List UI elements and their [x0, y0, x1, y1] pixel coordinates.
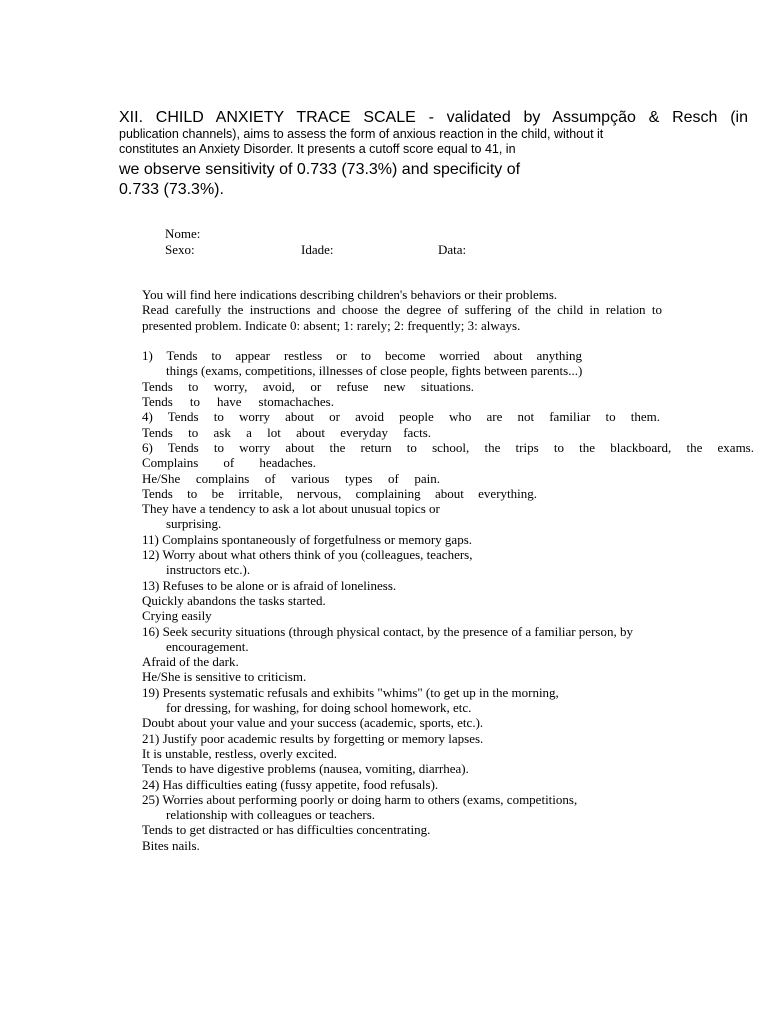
item-5: Tends to ask a lot about everyday facts. — [142, 424, 431, 440]
item-14: Quickly abandons the tasks started. — [142, 592, 326, 608]
sexo-label: Sexo: — [165, 241, 195, 257]
item-7: Complains of headaches. — [142, 455, 316, 471]
item-22: It is unstable, restless, overly excited. — [142, 745, 337, 761]
item-27: Bites nails. — [142, 837, 200, 853]
nome-label: Nome: — [165, 226, 201, 241]
sensitivity-line: we observe sensitivity of 0.733 (73.3%) and specificity of — [119, 161, 521, 178]
description-line-1: publication channels), aims to assess the form of anxious reaction in the child, without it — [119, 127, 604, 141]
item-4: 4) Tends to worry about or avoid people who are not familiar to them. — [142, 409, 660, 425]
item-12: 12) Worry about what others think of you (colleagues, teachers, — [142, 547, 473, 563]
item-10: They have a tendency to ask a lot about unusual topics or — [142, 501, 440, 517]
item-12-continued: instructors etc.). — [166, 562, 251, 578]
item-20: Doubt about your value and your success (academic, sports, etc.). — [142, 715, 484, 731]
identification-form — [165, 226, 525, 257]
item-10-continued: surprising. — [166, 516, 222, 532]
sexo-idade-data-row — [165, 242, 525, 258]
spacer — [142, 333, 754, 348]
idade-label: Idade: — [301, 241, 334, 257]
item-9: Tends to be irritable, nervous, complaining about everything. — [142, 485, 537, 501]
item-1-continued: things (exams, competitions, illnesses of close people, fights between parents...) — [166, 363, 583, 379]
item-3: Tends to have stomachaches. — [142, 394, 334, 410]
item-11: 11) Complains spontaneously of forgetfulness or memory gaps. — [142, 531, 473, 547]
item-24: 24) Has difficulties eating (fussy appetite, food refusals). — [142, 776, 439, 792]
scale-title: XII. CHILD ANXIETY TRACE SCALE - validated by Assumpção & Resch (in — [119, 109, 748, 126]
item-21: 21) Justify poor academic results by forgetting or memory lapses. — [142, 730, 484, 746]
questionnaire-body — [142, 287, 754, 853]
item-16: 16) Seek security situations (through physical contact, by the presence of a familiar person, by — [142, 623, 633, 639]
item-13: 13) Refuses to be alone or is afraid of loneliness. — [142, 577, 397, 593]
item-23: Tends to have digestive problems (nausea, vomiting, diarrhea). — [142, 761, 469, 777]
item-8: He/She complains of various types of pain. — [142, 470, 440, 486]
description-line-2: constitutes an Anxiety Disorder. It presents a cutoff score equal to 41, in — [119, 142, 516, 156]
item-19-continued: for dressing, for washing, for doing school homework, etc. — [166, 700, 472, 716]
instructions-line-3: presented problem. Indicate 0: absent; 1: rarely; 2: frequently; 3: always. — [142, 317, 521, 333]
item-17: Afraid of the dark. — [142, 654, 239, 670]
instructions-line-2: Read carefully the instructions and choose the degree of suffering of the child in relation to — [142, 302, 662, 318]
specificity-line: 0.733 (73.3%). — [119, 181, 224, 198]
item-19: 19) Presents systematic refusals and exhibits "whims" (to get up in the morning, — [142, 684, 559, 700]
nome-row — [165, 226, 525, 242]
item-15: Crying easily — [142, 608, 212, 624]
instructions-line-1: You will find here indications describing children's behaviors or their problems. — [142, 287, 558, 302]
item-18: He/She is sensitive to criticism. — [142, 669, 307, 685]
item-26: Tends to get distracted or has difficulties concentrating. — [142, 822, 431, 838]
document-header — [119, 108, 748, 200]
item-16-continued: encouragement. — [166, 638, 249, 654]
item-2: Tends to worry, avoid, or refuse new situations. — [142, 378, 474, 394]
data-label: Data: — [438, 241, 467, 257]
item-6: 6) Tends to worry about the return to school, the trips to the blackboard, the exams. — [142, 439, 754, 455]
item-25-continued: relationship with colleagues or teachers. — [166, 807, 376, 823]
item-1: 1) Tends to appear restless or to become worried about anything — [142, 348, 582, 364]
item-25: 25) Worries about performing poorly or doing harm to others (exams, competitions, — [142, 791, 578, 807]
